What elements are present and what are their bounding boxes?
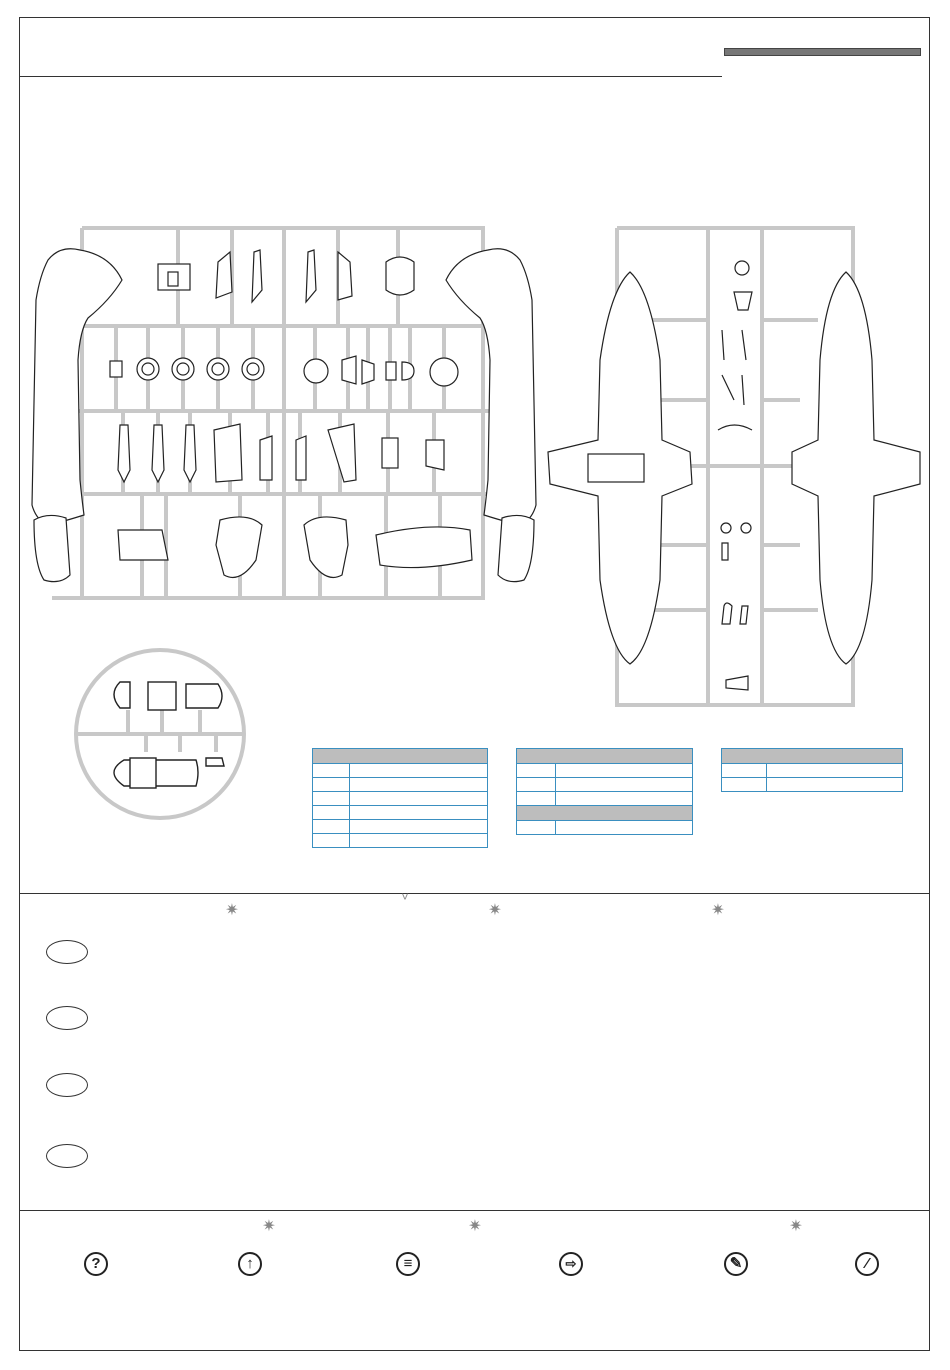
color-table-3 [721, 748, 903, 792]
language-oval [46, 1144, 88, 1168]
burst-icon: ✷ [711, 902, 725, 919]
burst-icon: ✷ [225, 902, 239, 919]
section-divider-1 [20, 893, 930, 894]
section-divider-2 [20, 1210, 930, 1211]
ribbed-icon: ≡ [396, 1252, 420, 1276]
language-oval [46, 940, 88, 964]
burst-icon: ✷ [789, 1218, 803, 1235]
color-table-2 [516, 748, 693, 835]
question-icon: ? [84, 1252, 108, 1276]
arrow-up-icon: ↑ [238, 1252, 262, 1276]
burst-icon: ✷ [262, 1218, 276, 1235]
file-icon: ⁄ [855, 1252, 879, 1276]
knife-icon: ✎ [724, 1252, 748, 1276]
language-oval [46, 1073, 88, 1097]
language-oval [46, 1006, 88, 1030]
arrow-right-icon: ⇨ [559, 1252, 583, 1276]
burst-icon: ✷ [468, 1218, 482, 1235]
color-table-1 [312, 748, 488, 848]
chevron-down-icon: ˅ [401, 890, 409, 904]
burst-icon: ✷ [488, 902, 502, 919]
